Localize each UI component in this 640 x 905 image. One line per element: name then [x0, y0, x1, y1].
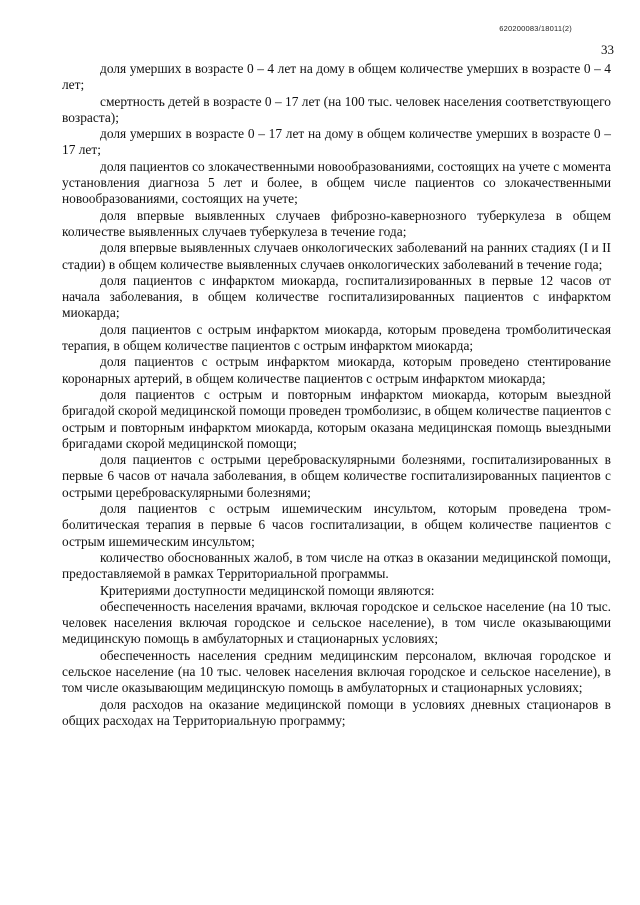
paragraph: доля впервые выявленных случаев фиброзно-кавернозного туберкулеза в общем количестве выявленных случаев туберкулеза в течение года; [62, 207, 611, 239]
paragraph: доля расходов на оказание медицинской помощи в условиях дневных стационаров в общих расходах на Территориальную программу; [62, 696, 611, 728]
paragraph: доля умерших в возрасте 0 – 17 лет на дому в общем количестве умерших в возрасте 0 – 17 лет; [62, 126, 611, 158]
paragraph: обеспеченность населения врачами, включая городское и сельское население (на 10 тыс. человек населения включая городское и сельское население), в том числе оказывающими медицинскую помощь в амбулаторных и стационарных условиях; [62, 598, 611, 647]
paragraph: доля пациентов с острым и повторным инфарктом миокарда, которым выездной бригадой скорой медицинской помощи проведен тромболизис, в общем количестве пациентов с острым и повторным инфарктом миокарда, которым оказана медицинская помощь выездными бригадами скорой медицинской помощи; [62, 386, 611, 451]
document-code: 620200083/18011(2) [499, 24, 572, 33]
section-heading: Критериями доступности медицинской помощи являются: [100, 582, 435, 598]
page-number: 33 [601, 42, 614, 57]
document-body [62, 61, 611, 729]
paragraph: доля пациентов с острым инфарктом миокарда, которым проведено стентирование коронарных артерий, в общем количестве пациентов с острым инфарктом миокарда; [62, 354, 611, 386]
paragraph: доля умерших в возрасте 0 – 4 лет на дому в общем количестве умерших в возрасте 0 – 4 лет; [62, 61, 611, 93]
paragraph: количество обоснованных жалоб, в том числе на отказ в оказании медицинской помощи, предоставляемой в рамках Территориальной программы. [62, 549, 611, 582]
paragraph: доля впервые выявленных случаев онкологических заболеваний на ранних стадиях (I и II стадии) в общем количестве выявленных случаев онкологических заболеваний в течение года; [62, 240, 611, 272]
paragraph: доля пациентов с острым ишемическим инсультом, которым проведена тромболитическая терапия в первые 6 часов госпитализации, в общем количестве пациентов с острым ишемическим инсультом; [62, 501, 611, 549]
paragraph: доля пациентов с инфарктом миокарда, госпитализированных в первые 12 часов от начала заболевания, в общем количестве госпитализированных пациентов с инфарктом миокарда; [62, 272, 611, 321]
paragraph: доля пациентов с острыми цереброваскулярными болезнями, госпитализированных в первые 6 часов от начала заболевания, в общем количестве госпитализированных пациентов с острыми цереброваскулярными болезнями; [62, 452, 611, 500]
paragraph: доля пациентов со злокачественными новообразованиями, состоящих на учете с момента установления диагноза 5 лет и более, в общем числе пациентов со злокачественными новообразованиями, состоящих на учете; [62, 158, 611, 207]
paragraph: обеспеченность населения средним медицинским персоналом, включая городское и сельское население (на 10 тыс. человек населения включая городское и сельское население), в том числе оказывающим медицинскую помощь в амбулаторных и стационарных условиях; [62, 647, 611, 696]
paragraph: доля пациентов с острым инфарктом миокарда, которым проведена тромболитическая терапия, в общем количестве пациентов с острым инфарктом миокарда; [62, 321, 611, 354]
paragraph: смертность детей в возрасте 0 – 17 лет (на 100 тыс. человек населения соответствующего возраста); [62, 93, 611, 125]
